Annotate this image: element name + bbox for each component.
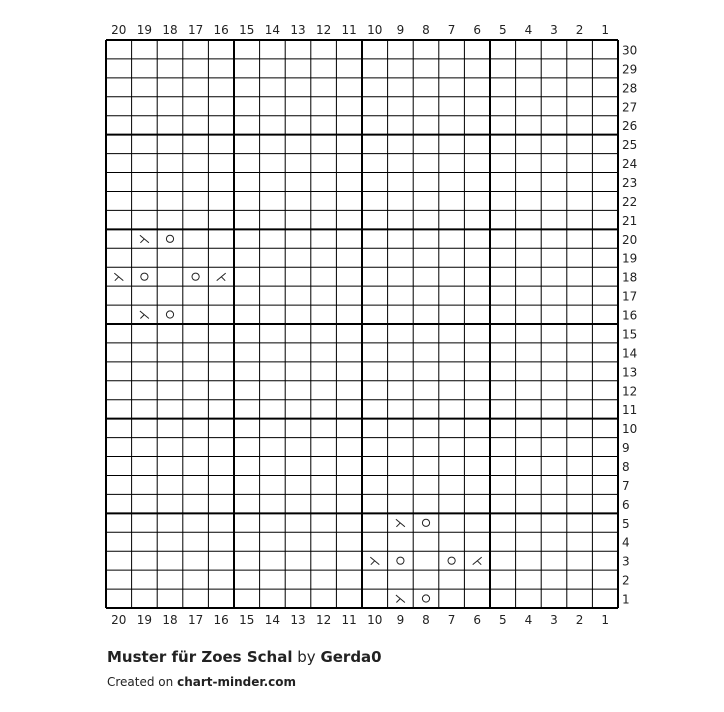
- by-word: by: [297, 648, 316, 666]
- row-label: 18: [622, 270, 638, 285]
- row-label: 9: [622, 441, 630, 456]
- column-label-bottom: 16: [213, 613, 229, 627]
- decrease-icon: [114, 273, 123, 281]
- site-link[interactable]: chart-minder.com: [177, 675, 296, 689]
- yarn-over-icon: [422, 595, 429, 602]
- column-label-top: 20: [111, 23, 127, 37]
- row-label: 4: [622, 535, 630, 550]
- yarn-over-icon: [397, 557, 404, 564]
- column-label-top: 19: [136, 23, 153, 37]
- column-label-top: 12: [315, 23, 332, 37]
- row-label: 8: [622, 460, 630, 474]
- pattern-author[interactable]: Gerda0: [320, 648, 382, 666]
- decrease-stroke-short: [140, 239, 144, 243]
- column-label-bottom: 12: [315, 613, 332, 627]
- decrease-icon: [370, 557, 379, 565]
- row-label: 12: [622, 384, 638, 399]
- column-label-top: 7: [447, 23, 456, 37]
- column-label-top: 10: [367, 23, 383, 37]
- column-label-top: 4: [524, 23, 533, 37]
- column-label-top: 9: [396, 23, 405, 37]
- column-label-bottom: 13: [290, 613, 306, 627]
- row-label: 26: [622, 119, 638, 134]
- row-label: 15: [622, 327, 638, 342]
- column-labels-top: [111, 23, 609, 37]
- column-label-top: 1: [601, 23, 610, 37]
- column-label-bottom: 9: [396, 613, 405, 627]
- decrease-icon: [396, 519, 405, 527]
- column-label-bottom: 7: [447, 613, 456, 627]
- column-labels-bottom: [111, 613, 609, 627]
- row-labels: [622, 43, 637, 606]
- created-prefix: Created on: [107, 675, 174, 689]
- column-label-top: 2: [575, 23, 584, 37]
- decrease-stroke-short: [221, 277, 225, 281]
- decrease-stroke-short: [140, 315, 144, 319]
- column-label-bottom: 19: [136, 613, 153, 627]
- decrease-stroke-short: [396, 599, 400, 603]
- column-label-bottom: 14: [264, 613, 281, 627]
- column-label-top: 14: [264, 23, 281, 37]
- row-label: 14: [622, 346, 638, 361]
- column-label-bottom: 18: [162, 613, 178, 627]
- yarn-over-icon: [166, 235, 173, 242]
- yarn-over-icon: [448, 557, 455, 564]
- row-label: 29: [622, 62, 638, 77]
- column-label-top: 6: [473, 23, 482, 37]
- row-label: 5: [622, 516, 630, 531]
- row-label: 16: [622, 308, 638, 323]
- row-label: 20: [622, 232, 638, 247]
- decrease-stroke-short: [396, 523, 400, 527]
- row-label: 17: [622, 289, 638, 304]
- decrease-icon: [140, 235, 149, 243]
- column-label-bottom: 20: [111, 613, 127, 627]
- column-label-bottom: 4: [524, 613, 533, 627]
- decrease-stroke-short: [371, 561, 375, 565]
- column-label-top: 17: [187, 23, 204, 37]
- column-label-top: 11: [341, 23, 357, 37]
- column-label-bottom: 1: [601, 613, 610, 627]
- yarn-over-icon: [166, 311, 173, 318]
- row-label: 23: [622, 176, 638, 190]
- row-label: 22: [622, 194, 638, 209]
- yarn-over-icon: [141, 273, 148, 280]
- yarn-over-icon: [422, 519, 429, 526]
- column-label-top: 16: [213, 23, 229, 37]
- row-label: 27: [622, 100, 638, 115]
- chart-grid: [106, 40, 618, 608]
- column-label-bottom: 5: [498, 613, 507, 627]
- pattern-title-line: [107, 648, 382, 666]
- column-label-bottom: 17: [187, 613, 204, 627]
- column-label-bottom: 8: [422, 613, 430, 627]
- column-label-bottom: 3: [550, 613, 558, 627]
- column-label-bottom: 10: [367, 613, 383, 627]
- row-label: 13: [622, 365, 638, 380]
- column-label-bottom: 6: [473, 613, 482, 627]
- row-label: 1: [622, 592, 630, 607]
- column-label-bottom: 2: [575, 613, 584, 627]
- row-label: 30: [622, 43, 638, 58]
- row-label: 10: [622, 422, 638, 437]
- row-label: 21: [622, 213, 638, 228]
- row-label: 6: [622, 497, 630, 512]
- pattern-title: Muster für Zoes Schal: [107, 648, 293, 666]
- decrease-stroke-short: [477, 561, 481, 565]
- row-label: 19: [622, 251, 638, 266]
- row-label: 3: [622, 554, 630, 569]
- row-label: 11: [622, 403, 638, 418]
- decrease-icon: [396, 595, 405, 603]
- row-label: 2: [622, 573, 630, 588]
- column-label-top: 8: [422, 23, 430, 37]
- yarn-over-icon: [192, 273, 199, 280]
- column-label-top: 15: [239, 23, 255, 37]
- row-label: 25: [622, 138, 638, 153]
- row-label: 28: [622, 81, 638, 96]
- decrease-right-icon: [473, 557, 482, 565]
- row-label: 24: [622, 157, 638, 172]
- decrease-stroke-short: [115, 277, 119, 281]
- column-label-bottom: 15: [239, 613, 255, 627]
- column-label-top: 3: [550, 23, 558, 37]
- column-label-bottom: 11: [341, 613, 357, 627]
- created-on-line: [107, 675, 296, 689]
- column-label-top: 13: [290, 23, 306, 37]
- row-label: 7: [622, 478, 630, 493]
- column-label-top: 18: [162, 23, 178, 37]
- decrease-icon: [140, 311, 149, 319]
- column-label-top: 5: [498, 23, 507, 37]
- decrease-right-icon: [217, 273, 226, 281]
